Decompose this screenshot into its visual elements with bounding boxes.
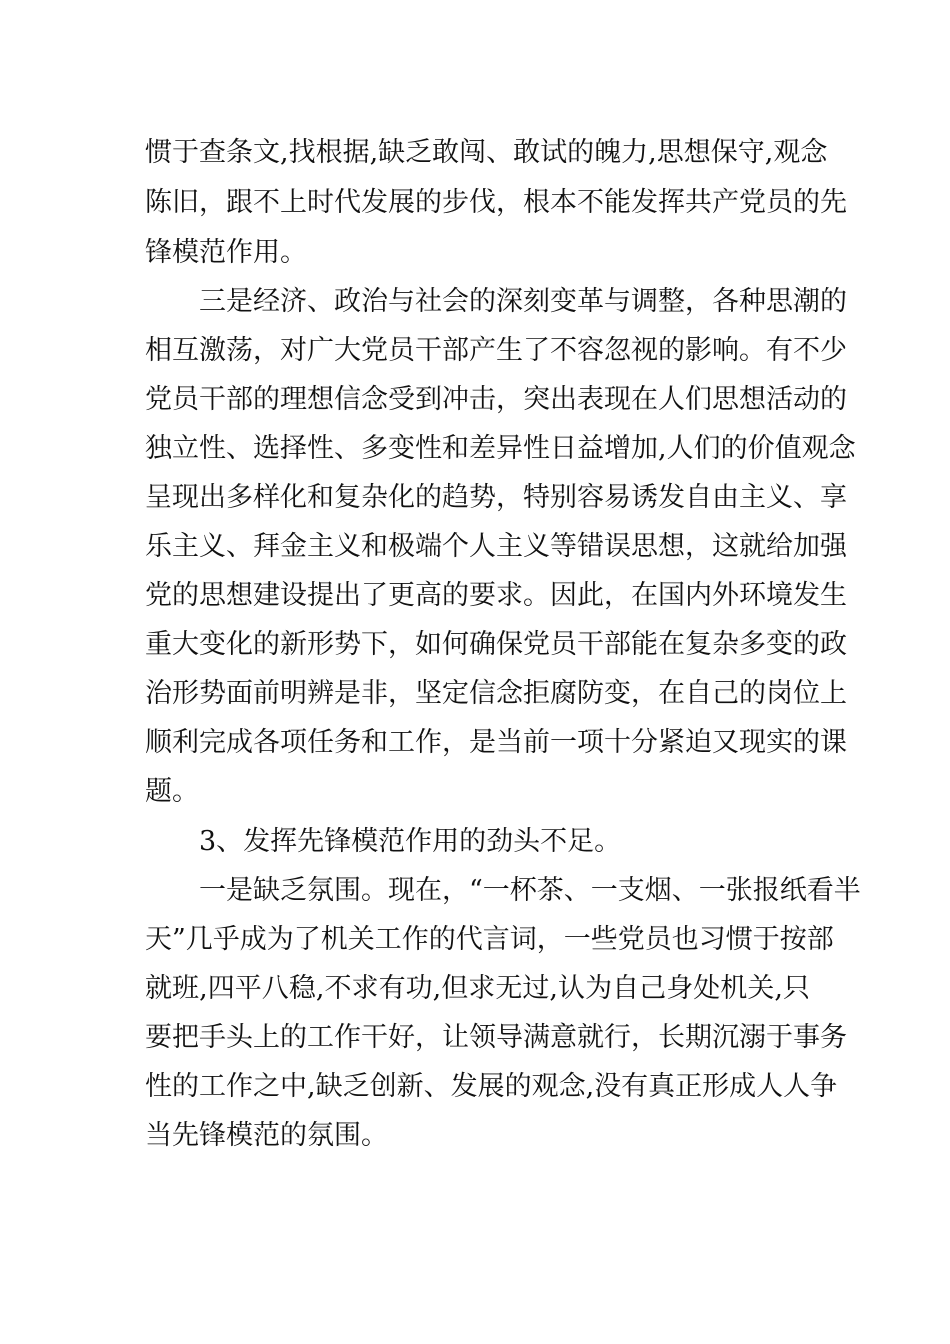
text-line: 惯于查条文,找根据,缺乏敢闯、敢试的魄力,思想保守,观念 bbox=[145, 137, 828, 168]
text-line: 呈现出多样化和复杂化的趋势，特别容易诱发自由主义、享 bbox=[145, 482, 847, 513]
text-line: 党的思想建设提出了更高的要求。因此，在国内外环境发生 bbox=[145, 580, 847, 611]
text-line: 党员干部的理想信念受到冲击，突出表现在人们思想活动的 bbox=[145, 384, 847, 415]
text-line: 就班,四平八稳,不求有功,但求无过,认为自己身处机关,只 bbox=[145, 973, 810, 1004]
text-line: 乐主义、拜金主义和极端个人主义等错误思想，这就给加强 bbox=[145, 531, 847, 562]
text-line: 锋模范作用。 bbox=[145, 237, 307, 268]
text-line: 性的工作之中,缺乏创新、发展的观念,没有真正形成人人争 bbox=[145, 1071, 838, 1102]
text-line: 重大变化的新形势下，如何确保党员干部能在复杂多变的政 bbox=[145, 629, 847, 660]
text-line: 天”几乎成为了机关工作的代言词，一些党员也习惯于按部 bbox=[145, 924, 834, 955]
text-line: 顺利完成各项任务和工作，是当前一项十分紧迫又现实的课 bbox=[145, 727, 847, 758]
text-line: 治形势面前明辨是非，坚定信念拒腐防变，在自己的岗位上 bbox=[145, 678, 847, 709]
text-line: 一是缺乏氛围。现在，“一杯茶、一支烟、一张报纸看半 bbox=[199, 875, 861, 906]
text-line: 当先锋模范的氛围。 bbox=[145, 1120, 388, 1151]
section-heading: 3、发挥先锋模范作用的劲头不足。 bbox=[199, 826, 622, 857]
text-line: 陈旧，跟不上时代发展的步伐，根本不能发挥共产党员的先 bbox=[145, 187, 847, 218]
text-line: 相互激荡，对广大党员干部产生了不容忽视的影响。有不少 bbox=[145, 335, 847, 366]
text-line: 题。 bbox=[145, 776, 199, 807]
text-line: 三是经济、政治与社会的深刻变革与调整，各种思潮的 bbox=[199, 286, 847, 317]
text-line: 要把手头上的工作干好，让领导满意就行，长期沉溺于事务 bbox=[145, 1022, 847, 1053]
text-line: 独立性、选择性、多变性和差异性日益增加,人们的价值观念 bbox=[145, 433, 856, 464]
